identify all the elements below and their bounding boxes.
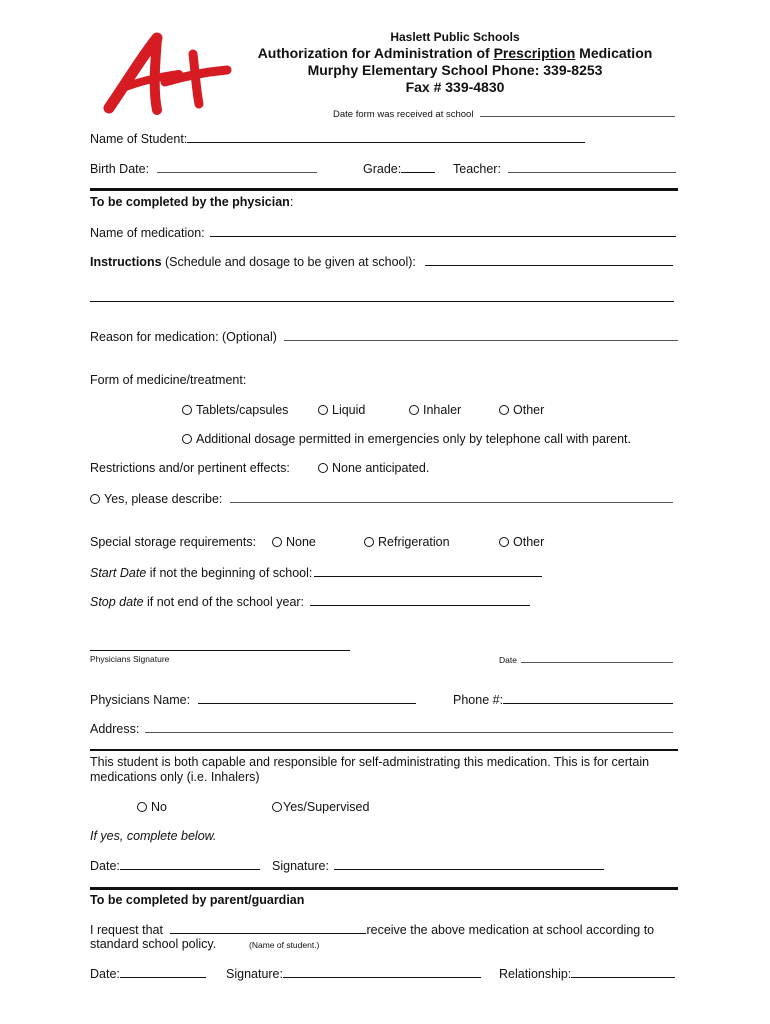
start-date-field[interactable] [314, 565, 542, 577]
student-name-field[interactable] [187, 131, 585, 143]
form-other[interactable]: Other [499, 403, 544, 417]
student-name-row [90, 131, 585, 146]
radio-icon[interactable] [318, 405, 328, 415]
radio-icon[interactable] [182, 405, 192, 415]
physician-name-field[interactable] [198, 692, 416, 704]
physician-signature-field[interactable] [90, 650, 350, 651]
radio-icon[interactable] [182, 434, 192, 444]
policy-text: standard school policy. [90, 937, 217, 951]
birth-date-field[interactable] [157, 161, 317, 173]
radio-icon[interactable] [137, 802, 147, 812]
received-date-row [333, 105, 675, 120]
address-label: Address: [90, 722, 140, 736]
self-admin-yes[interactable]: Yes/Supervised [272, 800, 369, 814]
reason-field[interactable] [284, 329, 678, 341]
radio-icon[interactable] [318, 463, 328, 473]
medication-row [90, 225, 676, 240]
relationship-field[interactable] [571, 966, 675, 978]
medication-label: Name of medication: [90, 226, 205, 240]
emergency-dosage-option[interactable]: Additional dosage permitted in emergencies only by telephone call with parent. [182, 432, 631, 446]
physician-phone-label: Phone #: [453, 693, 504, 707]
storage-refrigeration[interactable]: Refrigeration [364, 535, 450, 549]
radio-icon[interactable] [272, 537, 282, 547]
physician-name-label: Physicians Name: [90, 693, 191, 707]
yes-describe-row [90, 491, 673, 506]
yes-describe-label: Yes, please describe: [104, 492, 223, 506]
stop-date-row: Stop date if not end of the school year: [90, 594, 530, 609]
parent-section-title: To be completed by parent/guardian [90, 893, 305, 907]
self-admin-date-row [90, 858, 260, 873]
instructions-field[interactable] [425, 254, 673, 266]
physician-signature-label: Physicians Signature [90, 654, 170, 664]
form-label: Form of medicine/treatment: [90, 373, 247, 387]
physician-date-label: Date [499, 655, 517, 665]
school-name: Haslett Public Schools [390, 30, 520, 44]
received-date-field[interactable] [480, 105, 675, 117]
restrictions-label: Restrictions and/or pertinent effects: [90, 461, 290, 475]
self-admin-date-field[interactable] [120, 858, 260, 870]
received-date-label: Date form was received at school [333, 109, 474, 120]
radio-icon[interactable] [499, 537, 509, 547]
form-inhaler[interactable]: Inhaler [409, 403, 461, 417]
teacher-label: Teacher: [453, 162, 501, 176]
section-divider [90, 749, 678, 751]
request-label-2: receive the above medication at school according to [366, 923, 655, 937]
teacher-row [453, 161, 676, 176]
parent-date-row [90, 966, 206, 981]
self-admin-no[interactable]: No [137, 800, 167, 814]
birth-date-row [90, 161, 317, 176]
physician-phone-field[interactable] [503, 692, 673, 704]
form-title: Authorization for Administration of Prescription Medication [257, 45, 653, 61]
form-tablets[interactable]: Tablets/capsules [182, 403, 288, 417]
physician-name-row [90, 692, 416, 707]
self-admin-signature-row [272, 858, 604, 873]
form-liquid[interactable]: Liquid [318, 403, 365, 417]
grade-label: Grade: [363, 162, 402, 176]
fax-number: Fax # 339-4830 [405, 79, 505, 95]
reason-label: Reason for medication: (Optional) [90, 330, 277, 344]
medication-field[interactable] [210, 225, 676, 237]
a-plus-logo [95, 30, 235, 115]
relationship-label: Relationship: [499, 967, 572, 981]
teacher-field[interactable] [508, 161, 676, 173]
birth-date-label: Birth Date: [90, 162, 150, 176]
none-anticipated-option[interactable]: None anticipated. [318, 461, 429, 475]
parent-date-field[interactable] [120, 966, 206, 978]
storage-label: Special storage requirements: [90, 535, 257, 549]
radio-icon[interactable] [364, 537, 374, 547]
radio-icon[interactable] [499, 405, 509, 415]
self-admin-text-2: medications only (i.e. Inhalers) [90, 770, 260, 784]
grade-field[interactable] [401, 161, 435, 173]
self-admin-date-label: Date: [90, 859, 120, 873]
parent-signature-row [226, 966, 481, 981]
section-divider [90, 887, 678, 890]
stop-date-field[interactable] [310, 594, 530, 606]
physician-date-field[interactable] [521, 654, 673, 663]
relationship-row [499, 966, 675, 981]
parent-date-label: Date: [90, 967, 120, 981]
self-admin-signature-field[interactable] [334, 858, 604, 870]
yes-describe-field[interactable] [230, 491, 673, 503]
start-date-row: Start Date if not the beginning of school: [90, 565, 542, 580]
school-contact: Murphy Elementary School Phone: 339-8253 [307, 62, 603, 78]
reason-row [90, 329, 678, 344]
section-divider [90, 188, 678, 191]
instructions-field-line2[interactable] [90, 301, 674, 302]
physician-date-row [499, 654, 673, 665]
address-field[interactable] [145, 721, 673, 733]
radio-icon[interactable] [409, 405, 419, 415]
instructions-row: Instructions (Schedule and dosage to be given at school): [90, 254, 673, 269]
radio-icon[interactable] [90, 494, 100, 504]
radio-icon[interactable] [272, 802, 282, 812]
physician-phone-row [453, 692, 673, 707]
request-row [90, 922, 654, 937]
request-label: I request that [90, 923, 163, 937]
student-name-label: Name of Student: [90, 132, 188, 146]
storage-other[interactable]: Other [499, 535, 544, 549]
parent-signature-field[interactable] [283, 966, 481, 978]
physician-section-title: To be completed by the physician: [90, 195, 294, 209]
if-yes-note: If yes, complete below. [90, 829, 217, 843]
storage-none[interactable]: None [272, 535, 316, 549]
grade-row [363, 161, 435, 176]
student-request-field[interactable] [170, 922, 366, 934]
parent-signature-label: Signature: [226, 967, 283, 981]
self-admin-signature-label: Signature: [272, 859, 329, 873]
student-name-hint: (Name of student.) [249, 940, 320, 950]
address-row [90, 721, 673, 736]
self-admin-text-1: This student is both capable and responsible for self-administrating this medication. This is for certain [90, 755, 650, 769]
